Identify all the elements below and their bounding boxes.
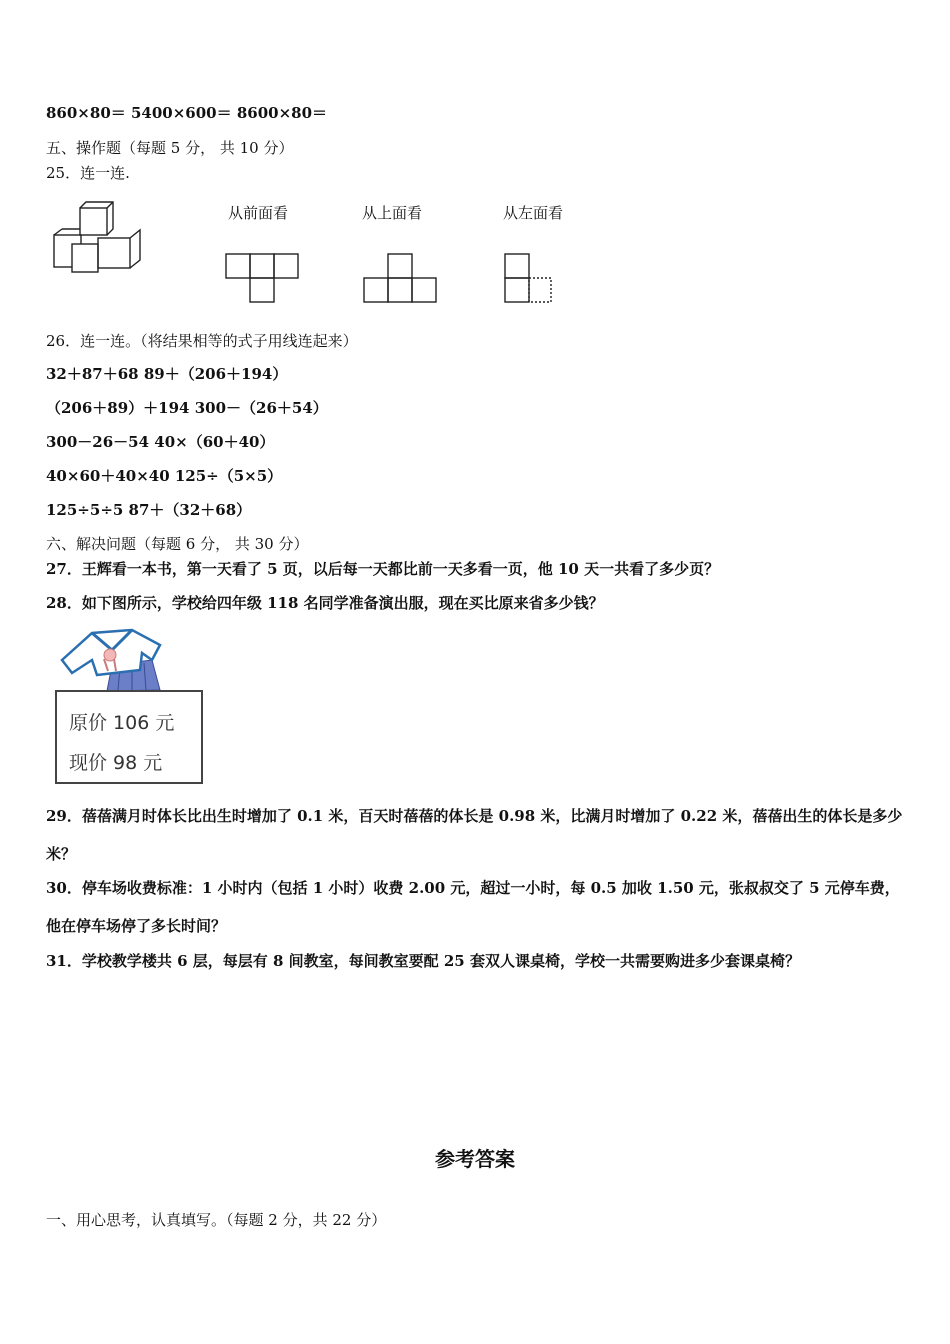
- front-view-figure: [225, 252, 305, 307]
- q30-text: 30．停车场收费标准：1 小时内（包括 1 小时）收费 2.00 元，超过一小时，每 0.5 加收 1.50 元，张叔叔交了 5 元停车费，他在停车场停了多长时间？: [46, 879, 900, 935]
- answer-title: 参考答案: [435, 1147, 515, 1171]
- answer-section1-heading: 一、用心思考，认真填写。（每题 2 分，共 22 分）: [46, 1211, 387, 1229]
- q27-text: 27．王辉看一本书，第一天看了 5 页，以后每一天都比前一天多看一页，他 10 天一共看了多少页？: [46, 560, 720, 578]
- q28-text: 28．如下图所示，学校给四年级 118 名同学准备演出服，现在买比原来省多少钱？: [46, 594, 604, 612]
- left-view-figure: [503, 252, 563, 307]
- section6-heading: 六、解决问题（每题 6 分， 共 30 分）: [46, 535, 309, 553]
- q26-row-4: 40×60＋40×40 125÷（5×5）: [46, 467, 283, 485]
- q25-text: 25．连一连.: [46, 164, 130, 182]
- top-view-figure: [362, 252, 442, 307]
- q26-row-1: 32＋87＋68 89＋（206＋194）: [46, 365, 288, 383]
- q26-row-2: （206＋89）＋194 300－（26＋54）: [46, 399, 328, 417]
- q26-text: 26．连一连。（将结果相等的式子用线连起来）: [46, 332, 358, 350]
- q24-expressions: 860×80＝ 5400×600＝ 8600×80＝: [46, 104, 328, 122]
- costume-illustration: [52, 625, 172, 695]
- view-label-front: 从前面看: [228, 204, 289, 222]
- q29-text: 29．蓓蓓满月时体长比出生时增加了 0.1 米，百天时蓓蓓的体长是 0.98 米，比满月时增加了 0.22 米，蓓蓓出生的体长是多少米？: [46, 807, 903, 863]
- price-tag: [55, 690, 203, 784]
- current-price: 现价 98 元: [69, 752, 163, 774]
- view-label-top: 从上面看: [362, 204, 423, 222]
- view-label-left: 从左面看: [503, 204, 564, 222]
- q26-row-3: 300－26－54 40×（60＋40）: [46, 433, 275, 451]
- q26-row-5: 125÷5÷5 87＋（32＋68）: [46, 501, 252, 519]
- q31-text: 31．学校教学楼共 6 层，每层有 8 间教室，每间教室要配 25 套双人课桌椅，学校一共需要购进多少套课桌椅？: [46, 952, 800, 970]
- cube-solid-figure: [50, 200, 150, 275]
- original-price: 原价 106 元: [69, 712, 175, 734]
- section5-heading: 五、操作题（每题 5 分， 共 10 分）: [46, 139, 294, 157]
